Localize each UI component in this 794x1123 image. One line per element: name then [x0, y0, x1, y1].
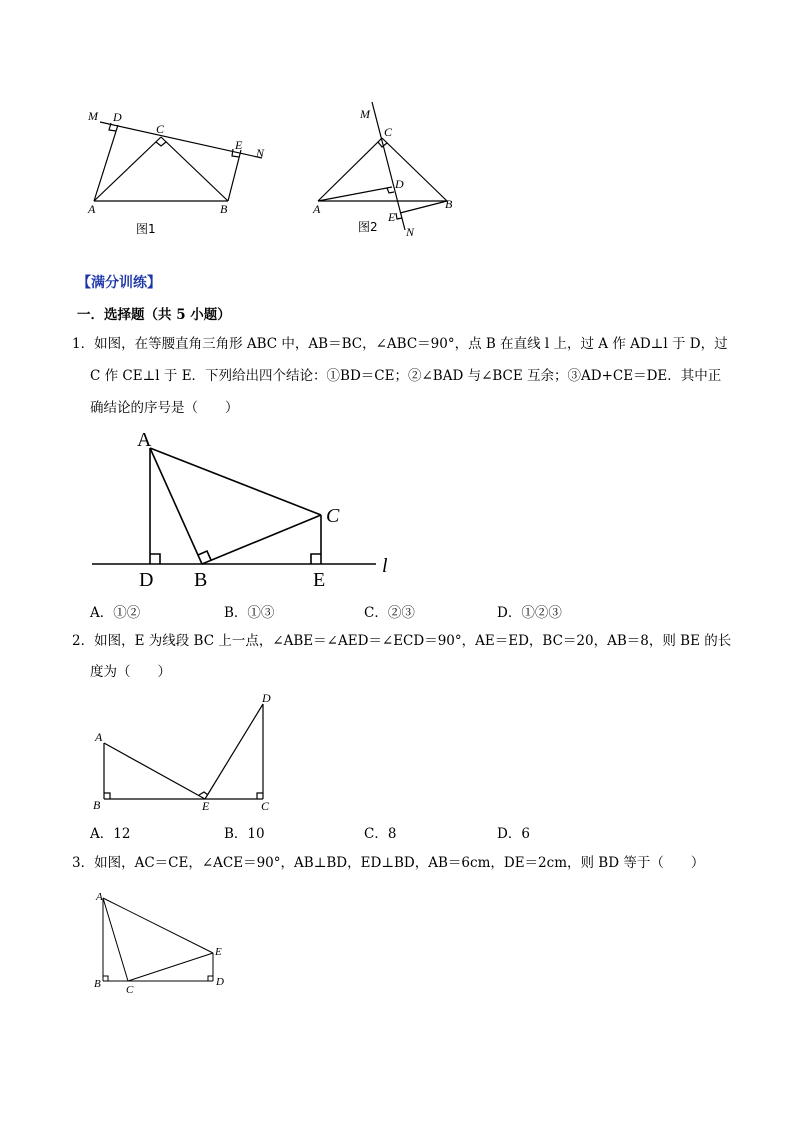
fig2-label-n: N	[406, 225, 415, 239]
q1-line-3: 确结论的序号是（ ）	[90, 400, 239, 416]
q2-option-d[interactable]: D．6	[497, 826, 530, 842]
q2-fig-label-c: C	[261, 799, 270, 813]
q1-line-1: 1．如图，在等腰直角三角形 ABC 中，AB＝BC，∠ABC＝90°，点 B 在直线 l 上，过 A 作 AD⊥l 于 D，过	[72, 336, 728, 352]
q2-fig-label-e: E	[202, 799, 210, 813]
q3-fig-label-b: B	[94, 978, 101, 990]
q1-option-c[interactable]: C．②③	[364, 605, 415, 621]
fig1-label-a: A	[88, 202, 96, 216]
q2-fig-label-d: D	[262, 691, 271, 705]
q2-line-1: 2．如图，E 为线段 BC 上一点，∠ABE＝∠AED＝∠ECD＝90°，AE＝ED，BC＝20，AB＝8，则 BE 的长	[72, 633, 732, 649]
fig1-label-n: N	[256, 146, 265, 160]
q1-option-d[interactable]: D．①②③	[497, 605, 562, 621]
fig2-label-b: B	[445, 197, 453, 211]
q3-fig-label-a: A	[96, 891, 103, 903]
q1-option-b[interactable]: B．①③	[224, 605, 275, 621]
q2-option-b[interactable]: B．10	[224, 826, 265, 842]
q3-fig-label-e: E	[215, 946, 222, 958]
fig2-caption: 图2	[358, 220, 378, 234]
fig2-label-a: A	[313, 202, 321, 216]
q1-fig-label-b: B	[194, 569, 208, 591]
q3-line-1: 3．如图，AC＝CE，∠ACE＝90°，AB⊥BD，ED⊥BD，AB＝6cm，DE＝2cm，则 BD 等于（ ）	[72, 855, 705, 871]
fig1-label-c: C	[156, 122, 165, 136]
q2-option-a[interactable]: A．12	[90, 826, 131, 842]
q3-fig-label-d: D	[216, 976, 224, 988]
fig1-label-b: B	[220, 202, 228, 216]
section-title: 【满分训练】	[77, 275, 161, 291]
q2-fig-label-a: A	[95, 730, 103, 744]
fig2-label-c: C	[384, 125, 393, 139]
fig1-caption: 图1	[136, 222, 156, 236]
q1-option-a[interactable]: A．①②	[90, 605, 141, 621]
fig2-label-m: M	[360, 107, 370, 121]
q1-fig-label-d: D	[139, 569, 154, 591]
q3-fig-label-c: C	[126, 984, 134, 996]
q1-fig-label-a: A	[137, 429, 152, 451]
q2-fig-label-b: B	[93, 798, 101, 812]
q2-option-c[interactable]: C．8	[364, 826, 397, 842]
q1-fig-label-l: l	[382, 555, 388, 577]
fig2-label-d: D	[395, 177, 404, 191]
subsection-title: 一．选择题（共 5 小题）	[77, 307, 231, 323]
q1-fig-label-c: C	[326, 505, 340, 527]
q1-fig-label-e: E	[313, 569, 326, 591]
fig1-label-m: M	[88, 109, 98, 123]
fig1-label-d: D	[113, 110, 122, 124]
q2-line-2: 度为（ ）	[90, 664, 171, 680]
q1-line-2: C 作 CE⊥l 于 E．下列给出四个结论：①BD＝CE；②∠BAD 与∠BCE 互余；③AD+CE＝DE．其中正	[90, 368, 722, 384]
fig2-label-e: E	[388, 210, 396, 224]
fig1-label-e: E	[235, 138, 243, 152]
